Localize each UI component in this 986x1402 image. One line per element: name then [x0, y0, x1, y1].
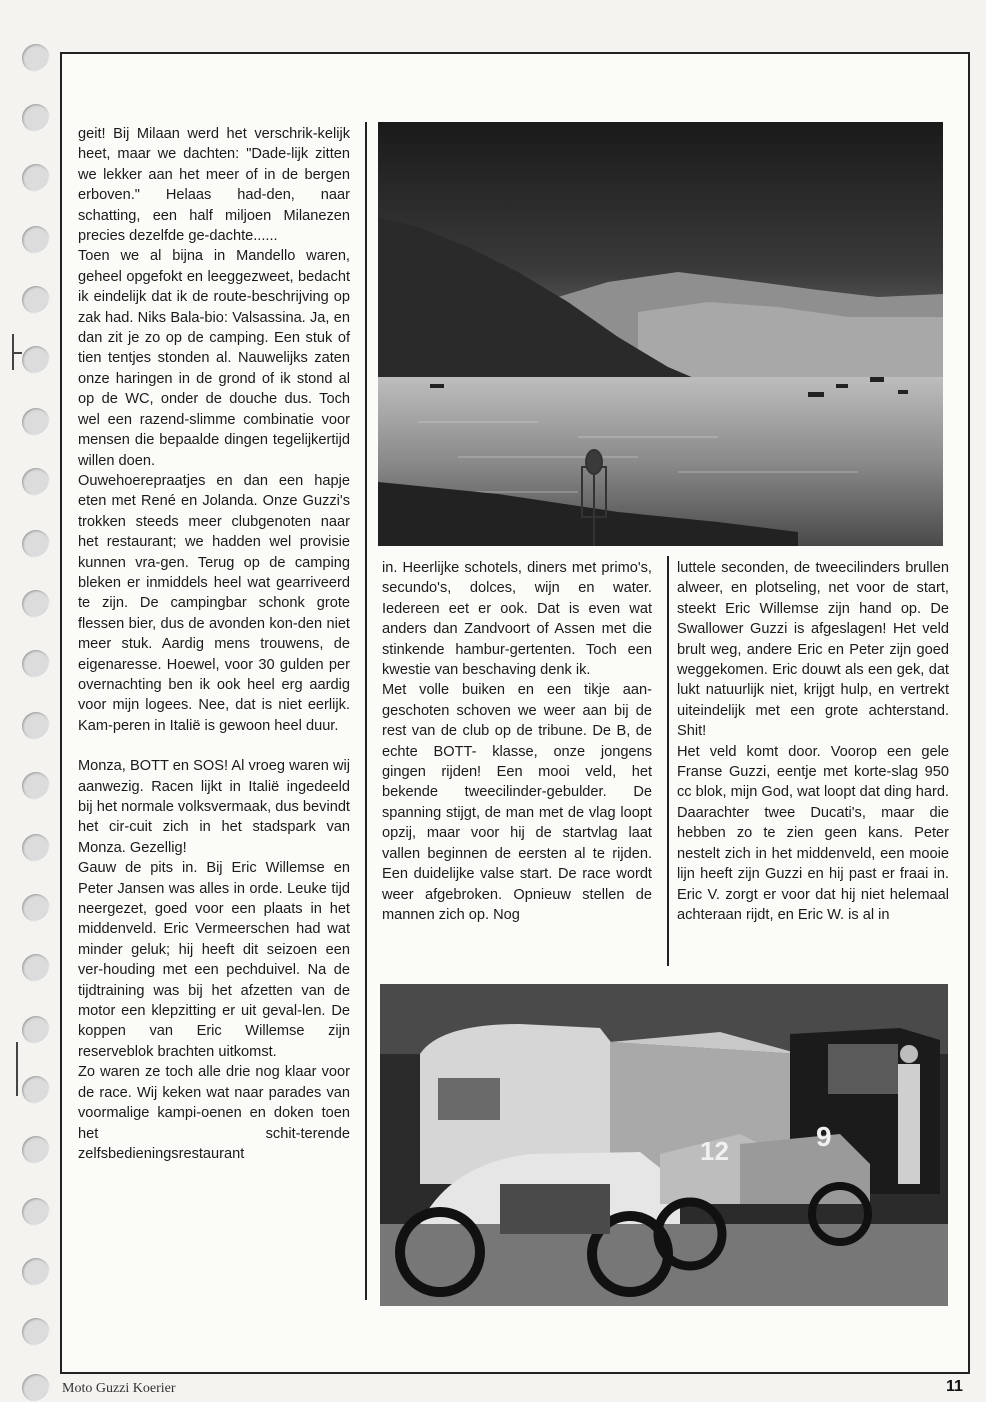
- binder-hole: [22, 1258, 50, 1286]
- binder-hole: [22, 1016, 50, 1044]
- binder-hole: [22, 1136, 50, 1164]
- lake-photo: [378, 122, 943, 546]
- column-rule: [365, 122, 367, 1300]
- margin-mark: [16, 1042, 18, 1096]
- binder-hole: [22, 286, 50, 314]
- binder-hole: [22, 226, 50, 254]
- paragraph: geit! Bij Milaan werd het verschrik-kelijk heet, maar we dachten: "Dade-lijk zitten we lekker aan het meer of in de bergen erboven." Helaas had-den, naar schatting, een half miljoen Milanezen precies dezelfde ge-dachte......: [78, 126, 350, 245]
- binder-hole: [22, 590, 50, 618]
- binder-hole: [22, 1374, 50, 1402]
- binder-hole: [22, 408, 50, 436]
- paragraph: Ouwehoerepraatjes en dan een hapje eten met René en Jolanda. Onze Guzzi's trokken steeds meer clubgenoten naar het restaurant; we hadden wel provisie kunnen vra-gen. Terug op de camping bleken er inmiddels heel wat gearriveerd te zijn. De campingbar schonk grote flessen bier, dus de avonden kon-den niet meer stuk. Aardig mens trouwens, de eigenaresse. Hoewel, voor 30 gulden per overnachting ben ik ook heel erg aardig voor mijn logees. Nee, dat is niet eerlijk. Kam-peren in Italië is gewoon heel duur.: [78, 472, 350, 734]
- paragraph: Toen we al bijna in Mandello waren, geheel opgefokt en leeggezweet, bedacht ik eindelijk dat ik de route-beschrijving op zak had. Niks Bala-bio: Valsassina. Ja, en dan zit je zo op de camping. Een stuk of tien tentjes stonden al. Nauwelijks zaten onze haringen in de grond of ik stond al op de WC, onder de douche dus. Toch wel een razend-slimme combinatie voor mensen die bepaalde dingen tegelijkertijd willen doen.: [78, 248, 350, 469]
- engine: [500, 1184, 610, 1234]
- person: [898, 1064, 920, 1184]
- margin-mark: [12, 352, 22, 354]
- publication-name: Moto Guzzi Koerier: [62, 1381, 176, 1396]
- person-head: [900, 1045, 918, 1063]
- race-number: 12: [700, 1136, 729, 1166]
- article-column-1: [78, 124, 350, 1164]
- binder-hole: [22, 530, 50, 558]
- binder-hole: [22, 164, 50, 192]
- binder-hole: [22, 954, 50, 982]
- binder-hole: [22, 712, 50, 740]
- binder-hole: [22, 650, 50, 678]
- binder-hole: [22, 346, 50, 374]
- race-number: 9: [816, 1121, 832, 1152]
- binder-hole: [22, 468, 50, 496]
- paragraph: luttele seconden, de tweecilinders brullen alweer, en plotseling, net voor de start, steekt Eric Willemse zijn hand op. De Swallower Guzzi is afgeslagen! Het veld brult weg, andere Eric en Peter zijn goed weggekomen. Eric douwt als een gek, dat lukt natuurlijk niet, krijgt hulp, en vertrekt uiteindelijk met een grote achterstand. Shit!: [677, 560, 949, 740]
- binder-hole: [22, 1198, 50, 1226]
- article-column-2: [382, 558, 652, 925]
- binder-hole: [22, 772, 50, 800]
- page-number: 11: [946, 1378, 963, 1395]
- binder-hole: [22, 1318, 50, 1346]
- paragraph: Het veld komt door. Voorop een gele Franse Guzzi, eentje met korte-slag 950 cc blok, mijn God, wat loopt dat ding hard. Daarachter twee Ducati's, maar die hebben zo te zien geen kans. Peter nestelt zich in het middenveld, een mooie lijn heeft zijn Guzzi en hij past er fraai in. Eric V. zorgt er voor dat hij niet helemaal achteraan rijdt, en Eric W. is al in: [677, 743, 949, 923]
- column-rule: [667, 556, 669, 966]
- paddock-photo: [380, 984, 948, 1306]
- binder-hole: [22, 44, 50, 72]
- paragraph: Gauw de pits in. Bij Eric Willemse en Peter Jansen was alles in orde. Leuke tijd neergezet, goed voor een plaats in het middenveld. Eric Vermeerschen had wat minder geluk; hij heeft dit seizoen een ver-houding met een pechduivel. Na de tijdtraining was bij het afzetten van de motor een klepzitting er uit geval-len. De koppen van Eric Willemse zijn reserveblok brachten uitkomst.: [78, 860, 350, 1060]
- binder-hole: [22, 104, 50, 132]
- motorcycle-back: [740, 1134, 870, 1204]
- paragraph: in. Heerlijke schotels, diners met primo's, secundo's, dolces, wijn en water. Iedereen eet er ook. Dat is even wat anders dan Zandvoort of Assen met die stinkende hambur-gertenten. Toch een kwestie van beschaving denk ik.: [382, 560, 652, 679]
- paragraph: Monza, BOTT en SOS! Al vroeg waren wij aanwezig. Racen lijkt in Italië ingedeeld bij het normale volksvermaak, dus bevindt het cir-cuit zich in het stadspark van Monza. Gezellig!: [78, 758, 350, 856]
- van-window: [828, 1044, 898, 1094]
- binder-hole: [22, 1076, 50, 1104]
- paragraph: Met volle buiken en een tikje aan-geschoten schoven we weer aan bij de rest van de club op de tribune. De B, de echte BOTT- klasse, onze jongens gingen rijden! Een mooi veld, het bekende tweecilinder-gebulder. De spanning stijgt, de man met de vlag loopt opzij, maar voor hij de startvlag laat vallen beginnen de eersten al te rijden. Een duidelijke valse start. De race wordt weer afgebroken. Opnieuw stellen de mannen zich op. Nog: [382, 682, 652, 923]
- binder-hole: [22, 834, 50, 862]
- paragraph: Zo waren ze toch alle drie nog klaar voor de race. Wij keken wat naar parades van voormalige kampi-oenen en doken toen het schit-terende zelfsbedieningsrestaurant: [78, 1064, 350, 1162]
- article-column-3: [677, 558, 949, 925]
- caravan-window: [438, 1078, 500, 1120]
- binder-hole: [22, 894, 50, 922]
